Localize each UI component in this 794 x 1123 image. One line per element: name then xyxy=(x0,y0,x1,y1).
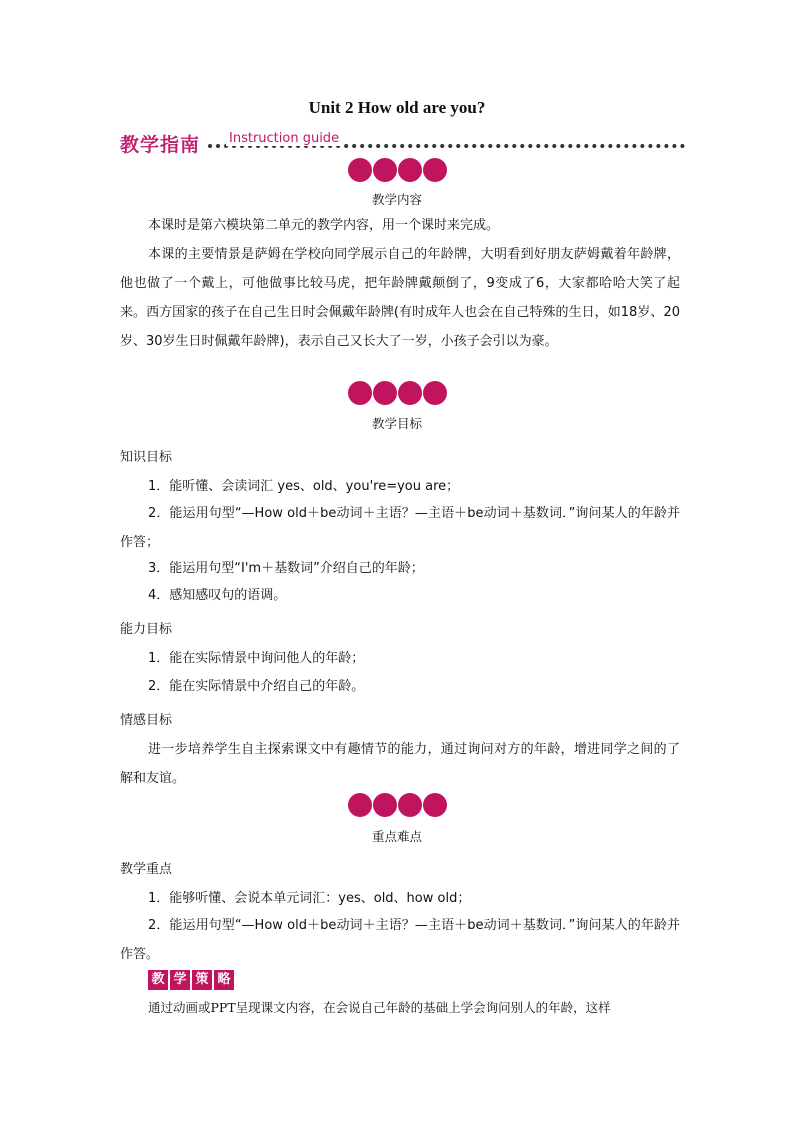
knowledge-item: 1．能听懂、会读词汇 yes、old、you're=you are； xyxy=(148,479,460,494)
section-heading-goals: 教学目标 xyxy=(371,416,422,431)
section-heading-content: 教学内容 xyxy=(371,192,422,207)
section-ornament xyxy=(0,793,794,821)
ability-heading: 能力目标 xyxy=(120,622,173,637)
instruction-guide-header xyxy=(120,128,685,158)
section-ornament xyxy=(0,158,794,186)
section-ornament xyxy=(0,381,794,409)
strategy-text: 通过动画或PPT呈现课文内容，在会说自己年龄的基础上学会询问别人的年龄，这样 xyxy=(148,1000,611,1015)
emotion-heading: 情感目标 xyxy=(120,713,173,728)
knowledge-item: 2．能运用句型“—How old＋be动词＋主语？—主语＋be动词＋基数词．”询问某人的年龄并作答； xyxy=(120,506,680,550)
guide-title-cn: 教学指南 xyxy=(120,130,204,157)
section-heading-keypoints: 重点难点 xyxy=(371,829,422,844)
emotion-text: 进一步培养学生自主探索课文中有趣情节的能力，通过询问对方的年龄，增进同学之间的了解和友谊。 xyxy=(120,742,680,786)
content-paragraph: 本课的主要情景是萨姆在学校向同学展示自己的年龄牌，大明看到好朋友萨姆戴着年龄牌，他也做了一个戴上，可他做事比较马虎，把年龄牌戴颠倒了，9变成了6，大家都哈哈大笑了起来。西方国家的孩子在自己生日时会佩戴年龄牌(有时成年人也会在自己特殊的生日，如18岁、20岁、30岁生日时佩戴年龄牌)，表示自己又长大了一岁，小孩子会引以为豪。 xyxy=(120,247,680,349)
strategy-badge: 教 学 策 略 xyxy=(148,970,236,990)
page-title: Unit 2 How old are you? xyxy=(308,98,486,117)
guide-title-en: Instruction guide xyxy=(226,131,342,146)
knowledge-item: 4．感知感叹句的语调。 xyxy=(148,588,287,603)
knowledge-item: 3．能运用句型“I'm＋基数词”介绍自己的年龄； xyxy=(148,561,424,576)
ability-item: 1．能在实际情景中询问他人的年龄； xyxy=(148,651,365,666)
ability-item: 2．能在实际情景中介绍自己的年龄。 xyxy=(148,679,365,694)
focus-item: 1．能够听懂、会说本单元词汇：yes、old、how old； xyxy=(148,891,471,906)
content-paragraph: 本课时是第六模块第二单元的教学内容，用一个课时来完成。 xyxy=(148,218,500,233)
focus-item: 2．能运用句型“—How old＋be动词＋主语？—主语＋be动词＋基数词．”询问某人的年龄并作答。 xyxy=(120,918,680,962)
focus-heading: 教学重点 xyxy=(120,862,173,877)
knowledge-heading: 知识目标 xyxy=(120,450,173,465)
